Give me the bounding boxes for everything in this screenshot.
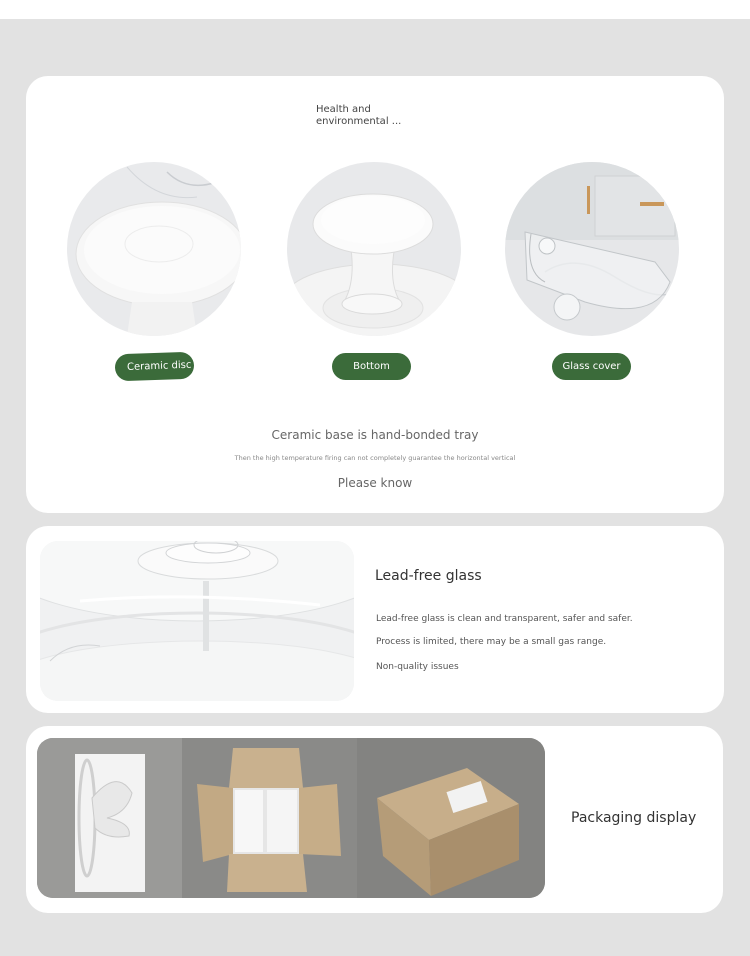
top-band (0, 0, 750, 19)
lead-free-glass-title: Lead-free glass (375, 568, 482, 584)
lead-free-glass-card (26, 526, 724, 713)
product-parts-card (26, 76, 724, 513)
glass-cover-label: Glass cover (552, 353, 631, 380)
glass-description-1: Lead-free glass is clean and transparent, safer and safer. (376, 614, 633, 624)
section-note: Then the high temperature firing can not completely guarantee the horizontal vertical (234, 454, 516, 462)
please-know-text: Please know (337, 476, 413, 490)
packaging-display-title: Packaging display (571, 810, 697, 826)
glass-description-2: Process is limited, there may be a small gas range. (376, 637, 607, 647)
intro-text: Health and environmental ... (316, 104, 402, 127)
ceramic-disc-label: Ceramic disc (115, 352, 195, 382)
ceramic-disc-photo (67, 162, 241, 336)
glass-cover-photo (505, 162, 679, 336)
packaging-card (26, 726, 723, 913)
glass-closeup-photo (40, 541, 354, 701)
bottom-photo (287, 162, 461, 336)
bottom-label: Bottom (332, 353, 411, 380)
section-title: Ceramic base is hand-bonded tray (271, 428, 479, 442)
glass-description-3: Non-quality issues (376, 662, 459, 672)
packaging-photo (37, 738, 545, 898)
